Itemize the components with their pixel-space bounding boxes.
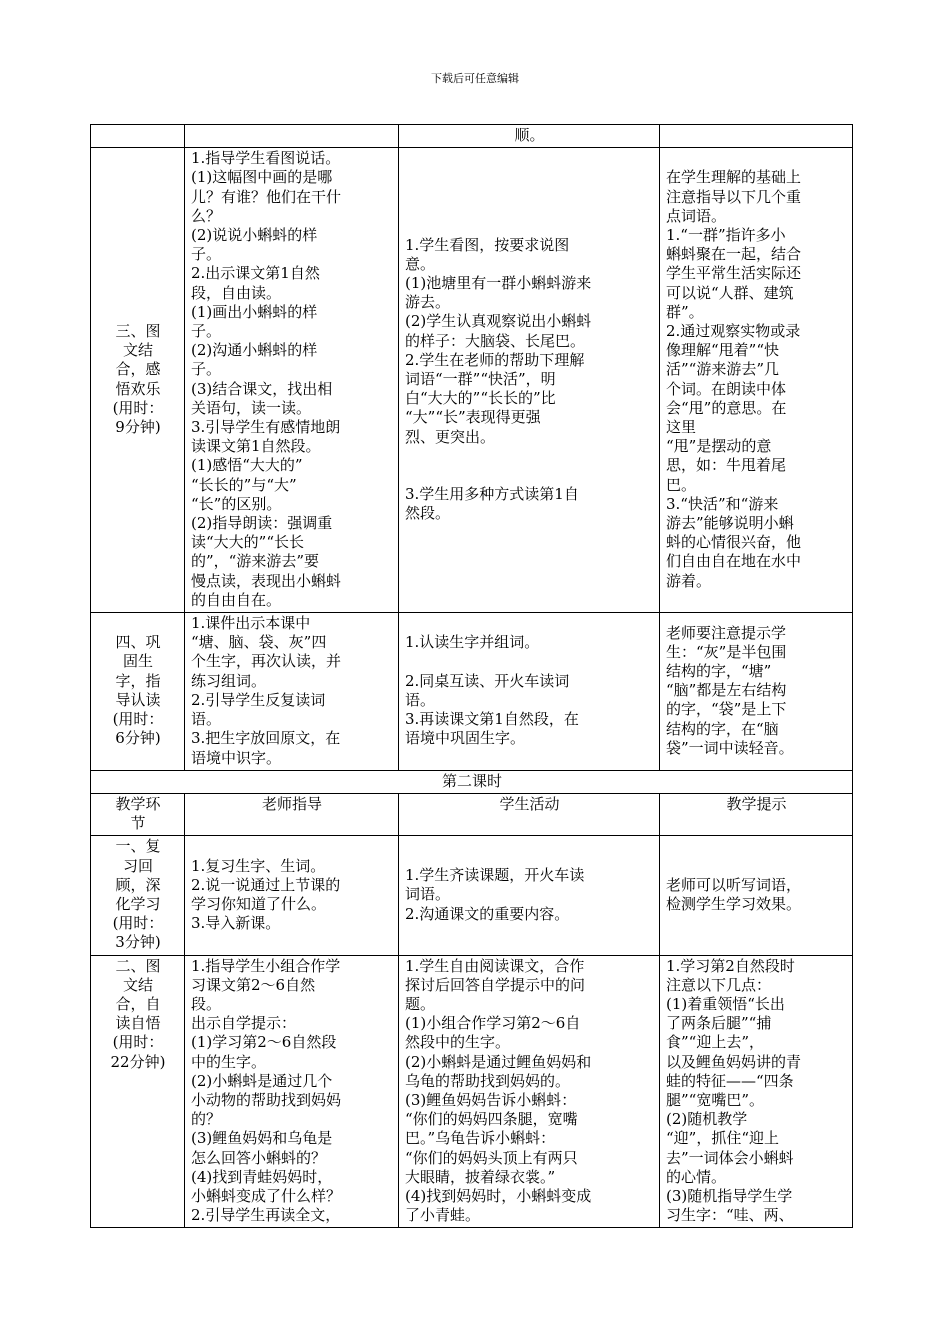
student-activity-cell: 1.学生看图，按要求说图 意。 (1)池塘里有一群小蝌蚪游来 游去。 (2)学生认真观察说出小蝌蚪 的样子：大脑袋、长尾巴。 2.学生在老师的帮助下理解 词语“一群”“快活”，明 白“大大的”“长长的”比 “大”“长”表现得更强 烈、更突出。 3.学生用多种方式读第1自 然段。 bbox=[399, 148, 660, 613]
table-row bbox=[91, 836, 853, 955]
student-activity-cell: 1.学生自由阅读课文，合作 探讨后回答自学提示中的问 题。 (1)小组合作学习第2～6自 然段中的生字。 (2)小蝌蚪是通过鲤鱼妈妈和 乌龟的帮助找到妈妈的。 (3)鲤鱼妈妈告诉小蝌蚪： “你们的妈妈四条腿，宽嘴 巴。”乌龟告诉小蝌蚪： “你们的妈妈头顶上有两只 大眼睛，披着绿衣裳。” (4)找到妈妈时，小蝌蚪变成 了小青蛙。 bbox=[399, 955, 660, 1228]
student-activity-cell: 1.认读生字并组词。 2.同桌互读、开火车读词 语。 3.再读课文第1自然段，在 语境中巩固生字。 bbox=[399, 613, 660, 771]
table-row bbox=[91, 125, 853, 148]
column-header-student: 学生活动 bbox=[399, 793, 660, 835]
stage-cell: 二、图 文结 合，自 读自悟 (用时： 22分钟) bbox=[91, 955, 185, 1228]
student-activity-cell: 1.学生齐读课题，开火车读 词语。 2.沟通课文的重要内容。 bbox=[399, 836, 660, 955]
stage-cell: 一、复 习回 顾，深 化学习 (用时： 3分钟) bbox=[91, 836, 185, 955]
teaching-tips-cell: 1.学习第2自然段时 注意以下几点： (1)着重领悟“长出 了两条后腿”“捕 食”“迎上去”， 以及鲤鱼妈妈讲的青 蛙的特征——“四条 腿”“宽嘴巴”。 (2)随机教学 “迎”，抓住“迎上 去”一词体会小蝌蚪 的心情。 (3)随机指导学生学 习生字：“哇、两、 bbox=[660, 955, 853, 1228]
table-row bbox=[91, 613, 853, 771]
table-row bbox=[91, 770, 853, 793]
table-row bbox=[91, 148, 853, 613]
page-header: 下载后可任意编辑 bbox=[431, 72, 519, 85]
column-header-tips: 教学提示 bbox=[660, 793, 853, 835]
teacher-guidance-cell: 1.指导学生小组合作学 习课文第2～6自然 段。 出示自学提示： (1)学习第2～6自然段 中的生字。 (2)小蝌蚪是通过几个 小动物的帮助找到妈妈 的？ (3)鲤鱼妈妈和乌龟是 怎么回答小蝌蚪的？ (4)找到青蛙妈妈时， 小蝌蚪变成了什么样？ 2.引导学生再读全文， bbox=[185, 955, 399, 1228]
teaching-tips-cell: 老师要注意提示学 生：“灰”是半包围 结构的字，“塘” “脑”都是左右结构 的字，“袋”是上下 结构的字，在“脑 袋”一词中读轻音。 bbox=[660, 613, 853, 771]
column-header-teacher: 老师指导 bbox=[185, 793, 399, 835]
lesson-plan-table bbox=[90, 124, 853, 1228]
student-activity-cell: 顺。 bbox=[399, 125, 660, 148]
teacher-guidance-cell: 1.复习生字、生词。 2.说一说通过上节课的 学习你知道了什么。 3.导入新课。 bbox=[185, 836, 399, 955]
cell-empty bbox=[185, 125, 399, 148]
teacher-guidance-cell: 1.课件出示本课中 “塘、脑、袋、灰”四 个生字，再次认读，并 练习组词。 2.引导学生反复读词 语。 3.把生字放回原文，在 语境中识字。 bbox=[185, 613, 399, 771]
stage-cell: 三、图 文结 合，感 悟欢乐 (用时： 9分钟) bbox=[91, 148, 185, 613]
table-row bbox=[91, 955, 853, 1228]
cell-empty bbox=[660, 125, 853, 148]
teaching-tips-cell: 老师可以听写词语， 检测学生学习效果。 bbox=[660, 836, 853, 955]
cell-empty bbox=[91, 125, 185, 148]
table-header-row bbox=[91, 793, 853, 835]
column-header-stage: 教学环 节 bbox=[91, 793, 185, 835]
teacher-guidance-cell: 1.指导学生看图说话。 (1)这幅图中画的是哪 儿？有谁？他们在干什 么？ (2)说说小蝌蚪的样 子。 2.出示课文第1自然 段，自由读。 (1)画出小蝌蚪的样 子。 (2)沟通小蝌蚪的样 子。 (3)结合课文，找出相 关语句，读一读。 3.引导学生有感情地朗 读课文第1自然段。 (1)感悟“大大的” “长长的”与“大” “长”的区别。 (2)指导朗读：强调重 读“大大的”“长长 的”，“游来游去”要 慢点读，表现出小蝌蚪 的自由自在。 bbox=[185, 148, 399, 613]
stage-cell: 四、巩 固生 字，指 导认读 (用时： 6分钟) bbox=[91, 613, 185, 771]
teaching-tips-cell: 在学生理解的基础上 注意指导以下几个重 点词语。 1.“一群”指许多小 蝌蚪聚在一起，结合 学生平常生活实际还 可以说“人群、建筑 群”。 2.通过观察实物或录 像理解“甩着”“快 活”“游来游去”几 个词。在朗读中体 会“甩”的意思。在 这里 “甩”是摆动的意 思，如：牛甩着尾 巴。 3.“快活”和“游来 游去”能够说明小蝌 蚪的心情很兴奋，他 们自由自在地在水中 游着。 bbox=[660, 148, 853, 613]
section-title: 第二课时 bbox=[91, 770, 853, 793]
